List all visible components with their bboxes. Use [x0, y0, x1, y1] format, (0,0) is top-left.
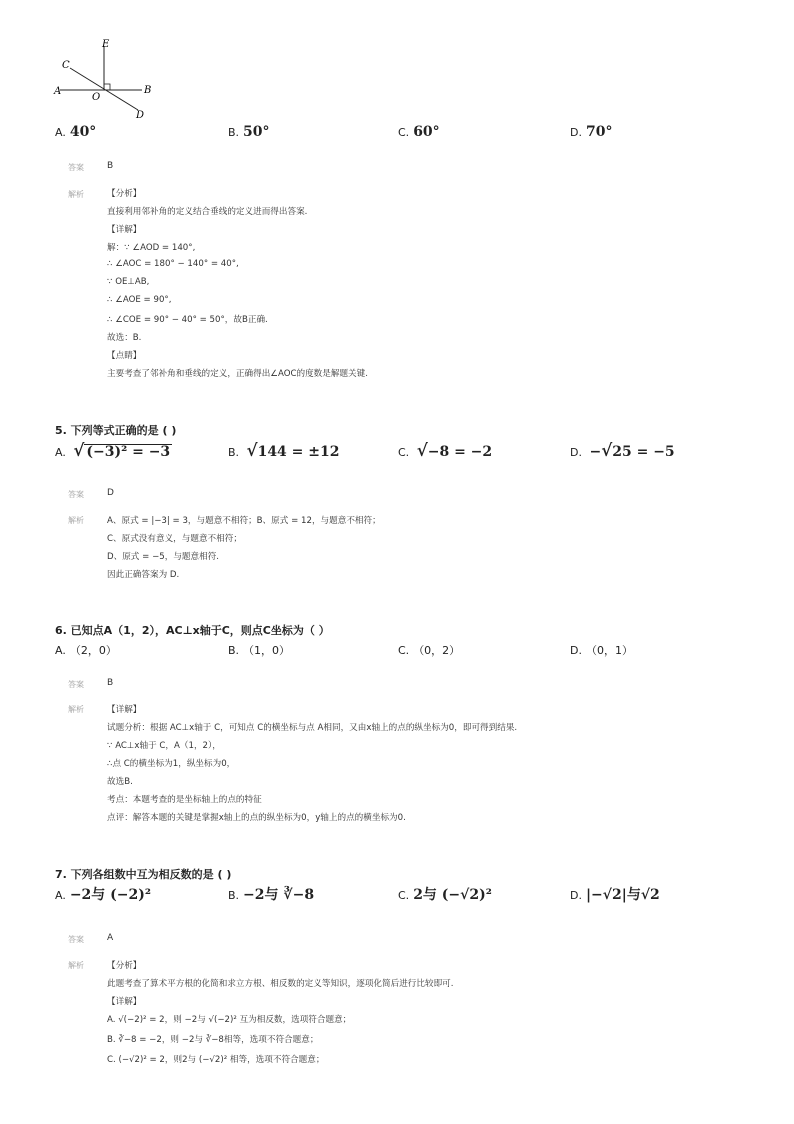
q7-line-0: 【分析】 — [107, 961, 142, 971]
q5-option-c[interactable]: C. √−8 = −2 — [398, 440, 493, 460]
q7-analysis-tag: 解析 — [68, 961, 84, 970]
geometry-figure — [52, 34, 162, 122]
q6-analysis-tag: 解析 — [68, 705, 84, 714]
q4-option-b[interactable]: B. 50° — [228, 124, 270, 140]
q6-option-a[interactable]: A. （2，0） — [55, 644, 117, 657]
label-e: E — [102, 39, 110, 50]
q5-option-d[interactable]: D. −√25 = −5 — [570, 440, 675, 460]
q7-option-a[interactable]: A. −2与 (−2)² — [55, 887, 152, 903]
q5-title: 5. 下列等式正确的是 ( ) — [55, 424, 177, 437]
q6-option-b[interactable]: B. （1，0） — [228, 644, 291, 657]
q6-line-3: ∴点 C的横坐标为1，纵坐标为0， — [107, 759, 236, 769]
q6-answer: B — [107, 678, 114, 688]
q5-line-2: D、原式 = −5，与题意相符. — [107, 552, 220, 562]
q4-option-a[interactable]: A. 40° — [55, 124, 97, 140]
q5-line-0: A、原式 = |−3| = 3，与题意不相符；B、原式 = 12，与题意不相符； — [107, 516, 381, 526]
q4-answer-tag: 答案 — [68, 163, 84, 172]
q4-line-6: ∴ ∠AOE = 90°, — [107, 295, 172, 305]
q7-option-c[interactable]: C. 2与 (−√2)² — [398, 887, 492, 903]
label-d: D — [136, 110, 145, 121]
q6-line-0: 【详解】 — [107, 705, 142, 715]
q4-line-9: 【点睛】 — [107, 351, 142, 361]
q4-line-2: 【详解】 — [107, 225, 142, 235]
q4-option-c[interactable]: C. 60° — [398, 124, 440, 140]
q4-line-3: 解：∵ ∠AOD = 140°, — [107, 243, 196, 253]
q6-line-2: ∵ AC⊥x轴于 C，A（1，2）， — [107, 741, 221, 751]
q5-option-b[interactable]: B. √144 = ±12 — [228, 440, 340, 460]
q6-answer-tag: 答案 — [68, 680, 84, 689]
q5-option-a-value: √ (−3)² = −3 — [73, 440, 171, 460]
q4-option-d[interactable]: D. 70° — [570, 124, 613, 140]
q4-analysis-tag: 解析 — [68, 190, 84, 199]
q7-answer-tag: 答案 — [68, 935, 84, 944]
q6-title: 6. 已知点A（1，2），AC⊥x轴于C，则点C坐标为（ ） — [55, 624, 330, 637]
q5-answer: D — [107, 488, 114, 498]
label-b: B — [144, 85, 152, 96]
q7-line-5: C. (−√2)² = 2，则2与 (−√2)² 相等，选项不符合题意； — [107, 1055, 325, 1065]
q6-line-1: 试题分析：根据 AC⊥x轴于 C，可知点 C的横坐标与点 A相同，又由x轴上的点的纵坐标为0，即可得到结果. — [107, 723, 518, 733]
q5-analysis-tag: 解析 — [68, 516, 84, 525]
q4-line-10: 主要考查了邻补角和垂线的定义，正确得出∠AOC的度数是解题关键. — [107, 369, 368, 379]
q7-line-2: 【详解】 — [107, 997, 142, 1007]
q6-line-6: 点评：解答本题的关键是掌握x轴上的点的纵坐标为0，y轴上的点的横坐标为0. — [107, 813, 406, 823]
q6-option-d[interactable]: D. （0，1） — [570, 644, 633, 657]
q7-line-4: B. ∛−8 = −2，则 −2与 ∛−8相等，选项不符合题意； — [107, 1035, 319, 1045]
label-a: A — [54, 86, 62, 97]
label-o: O — [92, 92, 101, 103]
q6-line-4: 故选B. — [107, 777, 133, 787]
q4-line-4: ∴ ∠AOC = 180° − 140° = 40°, — [107, 259, 239, 269]
q5-line-1: C、原式没有意义，与题意不相符； — [107, 534, 242, 544]
q5-line-3: 因此正确答案为 D. — [107, 570, 180, 580]
q4-line-5: ∵ OE⊥AB, — [107, 277, 150, 287]
q7-answer: A — [107, 933, 114, 943]
label-c: C — [62, 60, 70, 71]
q7-option-d[interactable]: D. |−√2|与√2 — [570, 887, 660, 903]
q7-title: 7. 下列各组数中互为相反数的是 ( ) — [55, 868, 232, 881]
q5-answer-tag: 答案 — [68, 490, 84, 499]
q4-line-0: 【分析】 — [107, 189, 142, 199]
q7-option-b[interactable]: B. −2与 ∛−8 — [228, 887, 315, 903]
q7-line-3: A. √(−2)² = 2，则 −2与 √(−2)² 互为相反数，选项符合题意； — [107, 1015, 352, 1025]
q5-option-a[interactable]: A. √ (−3)² = −3 — [55, 440, 171, 460]
q4-line-7: ∴ ∠COE = 90° − 40° = 50°，故B正确. — [107, 315, 268, 325]
q4-answer: B — [107, 161, 114, 171]
q4-line-1: 直接利用邻补角的定义结合垂线的定义进而得出答案. — [107, 207, 308, 217]
q6-option-c[interactable]: C. （0，2） — [398, 644, 461, 657]
q7-line-1: 此题考查了算术平方根的化简和求立方根、相反数的定义等知识，逐项化简后进行比较即可. — [107, 979, 454, 989]
q6-line-5: 考点：本题考查的是坐标轴上的点的特征 — [107, 795, 262, 805]
q4-line-8: 故选：B. — [107, 333, 142, 343]
